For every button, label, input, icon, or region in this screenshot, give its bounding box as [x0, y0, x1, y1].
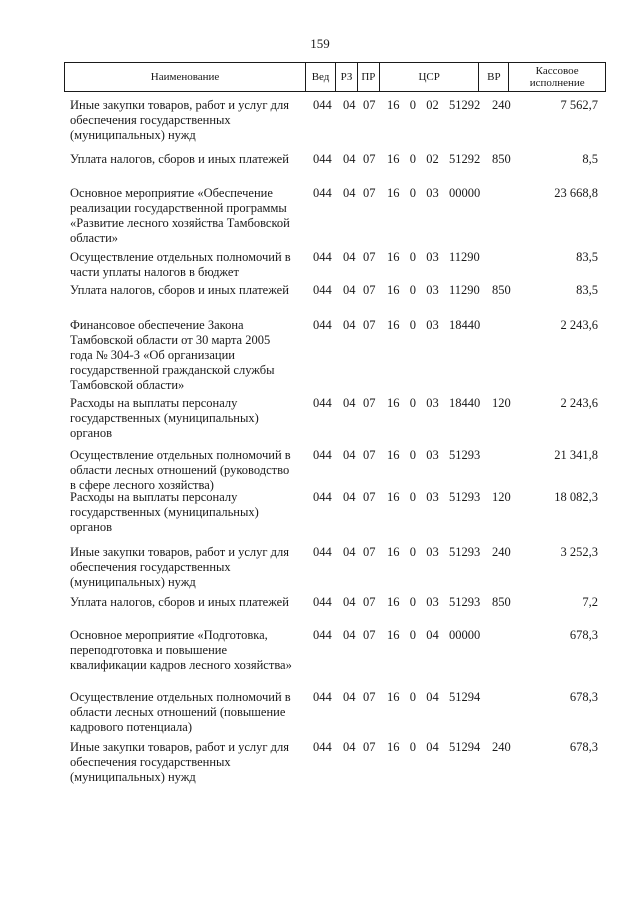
- row-name: Уплата налогов, сборов и иных платежей: [70, 283, 289, 297]
- row-csr: 16 0 02 51292: [387, 152, 481, 166]
- row-amount: 678,3: [569, 740, 598, 754]
- row-amount: 18 082,3: [554, 490, 598, 504]
- row-csr: 16 0 03 51293: [387, 545, 481, 559]
- row-rz: 04: [343, 595, 356, 609]
- row-pr: 07: [363, 250, 376, 264]
- row-amount: 83,5: [576, 283, 598, 297]
- row-pr: 07: [363, 283, 376, 297]
- header-amount: Кассовое исполнение: [529, 65, 585, 89]
- row-name: Осуществление отдельных полномочий в части уплаты налогов в бюджет: [70, 250, 291, 279]
- row-name: Расходы на выплаты персоналу государственных (муниципальных) органов: [70, 490, 259, 534]
- row-rz: 04: [343, 250, 356, 264]
- row-pr: 07: [363, 448, 376, 462]
- row-rz: 04: [343, 740, 356, 754]
- row-csr: 16 0 03 51293: [387, 595, 481, 609]
- row-name: Осуществление отдельных полномочий в области лесных отношений (руководство в сфере лесного хозяйства): [70, 448, 291, 492]
- row-amount: 2 243,6: [560, 396, 598, 410]
- row-name: Финансовое обеспечение Закона Тамбовской области от 30 марта 2005 года № 304-З «Об организации государственной гражданской службы Тамбовской области»: [70, 318, 275, 392]
- row-vr: 120: [492, 490, 511, 504]
- row-ved: 044: [313, 396, 332, 410]
- row-csr: 16 0 04 00000: [387, 628, 481, 642]
- row-vr: 850: [492, 152, 511, 166]
- row-ved: 044: [313, 595, 332, 609]
- row-rz: 04: [343, 186, 356, 200]
- row-name: Основное мероприятие «Обеспечение реализации государственной программы «Развитие лесного хозяйства Тамбовской области»: [70, 186, 290, 245]
- row-vr: 120: [492, 396, 511, 410]
- row-ved: 044: [313, 690, 332, 704]
- row-csr: 16 0 03 18440: [387, 318, 481, 332]
- row-csr: 16 0 03 11290: [387, 250, 480, 264]
- row-csr: 16 0 04 51294: [387, 740, 481, 754]
- row-name: Иные закупки товаров, работ и услуг для обеспечения государственных (муниципальных) нужд: [70, 98, 290, 142]
- row-pr: 07: [363, 628, 376, 642]
- row-amount: 7,2: [582, 595, 598, 609]
- header-name: Наименование: [65, 63, 306, 91]
- row-vr: 240: [492, 545, 511, 559]
- row-csr: 16 0 02 51292: [387, 98, 481, 112]
- row-csr: 16 0 03 18440: [387, 396, 481, 410]
- row-amount: 678,3: [569, 628, 598, 642]
- row-pr: 07: [363, 595, 376, 609]
- row-name: Иные закупки товаров, работ и услуг для обеспечения государственных (муниципальных) нужд: [70, 740, 290, 784]
- row-pr: 07: [363, 98, 376, 112]
- row-csr: 16 0 03 00000: [387, 186, 481, 200]
- row-pr: 07: [363, 318, 376, 332]
- row-ved: 044: [313, 98, 332, 112]
- row-rz: 04: [343, 318, 356, 332]
- row-ved: 044: [313, 250, 332, 264]
- row-pr: 07: [363, 545, 376, 559]
- row-ved: 044: [313, 448, 332, 462]
- row-name: Уплата налогов, сборов и иных платежей: [70, 595, 289, 609]
- row-rz: 04: [343, 690, 356, 704]
- row-rz: 04: [343, 628, 356, 642]
- row-ved: 044: [313, 740, 332, 754]
- row-csr: 16 0 03 11290: [387, 283, 480, 297]
- header-pr: ПР: [358, 63, 380, 91]
- row-pr: 07: [363, 740, 376, 754]
- header-rz: РЗ: [336, 63, 358, 91]
- row-amount: 23 668,8: [554, 186, 598, 200]
- row-csr: 16 0 03 51293: [387, 490, 481, 504]
- row-ved: 044: [313, 628, 332, 642]
- header-ved: Вед: [306, 63, 336, 91]
- row-name: Расходы на выплаты персоналу государственных (муниципальных) органов: [70, 396, 259, 440]
- row-rz: 04: [343, 448, 356, 462]
- row-amount: 8,5: [582, 152, 598, 166]
- row-amount: 2 243,6: [560, 318, 598, 332]
- row-ved: 044: [313, 283, 332, 297]
- row-ved: 044: [313, 318, 332, 332]
- row-amount: 678,3: [569, 690, 598, 704]
- row-rz: 04: [343, 545, 356, 559]
- row-rz: 04: [343, 283, 356, 297]
- header-vr: ВР: [479, 63, 509, 91]
- row-name: Основное мероприятие «Подготовка, переподготовка и повышение квалификации кадров лесного хозяйства»: [70, 628, 292, 672]
- row-amount: 83,5: [576, 250, 598, 264]
- row-name: Иные закупки товаров, работ и услуг для обеспечения государственных (муниципальных) нужд: [70, 545, 290, 589]
- page-number: 159: [310, 36, 330, 51]
- row-pr: 07: [363, 152, 376, 166]
- row-ved: 044: [313, 152, 332, 166]
- row-ved: 044: [313, 186, 332, 200]
- row-rz: 04: [343, 98, 356, 112]
- row-name: Уплата налогов, сборов и иных платежей: [70, 152, 289, 166]
- row-vr: 850: [492, 283, 511, 297]
- row-vr: 240: [492, 98, 511, 112]
- row-rz: 04: [343, 490, 356, 504]
- row-rz: 04: [343, 396, 356, 410]
- row-amount: 7 562,7: [560, 98, 598, 112]
- row-csr: 16 0 03 51293: [387, 448, 481, 462]
- header-csr: ЦСР: [380, 63, 480, 91]
- row-amount: 3 252,3: [560, 545, 598, 559]
- row-vr: 850: [492, 595, 511, 609]
- row-ved: 044: [313, 490, 332, 504]
- row-pr: 07: [363, 690, 376, 704]
- row-pr: 07: [363, 490, 376, 504]
- row-pr: 07: [363, 396, 376, 410]
- row-ved: 044: [313, 545, 332, 559]
- row-pr: 07: [363, 186, 376, 200]
- row-rz: 04: [343, 152, 356, 166]
- row-amount: 21 341,8: [554, 448, 598, 462]
- row-csr: 16 0 04 51294: [387, 690, 481, 704]
- row-vr: 240: [492, 740, 511, 754]
- row-name: Осуществление отдельных полномочий в области лесных отношений (повышение кадрового потенциала): [70, 690, 291, 734]
